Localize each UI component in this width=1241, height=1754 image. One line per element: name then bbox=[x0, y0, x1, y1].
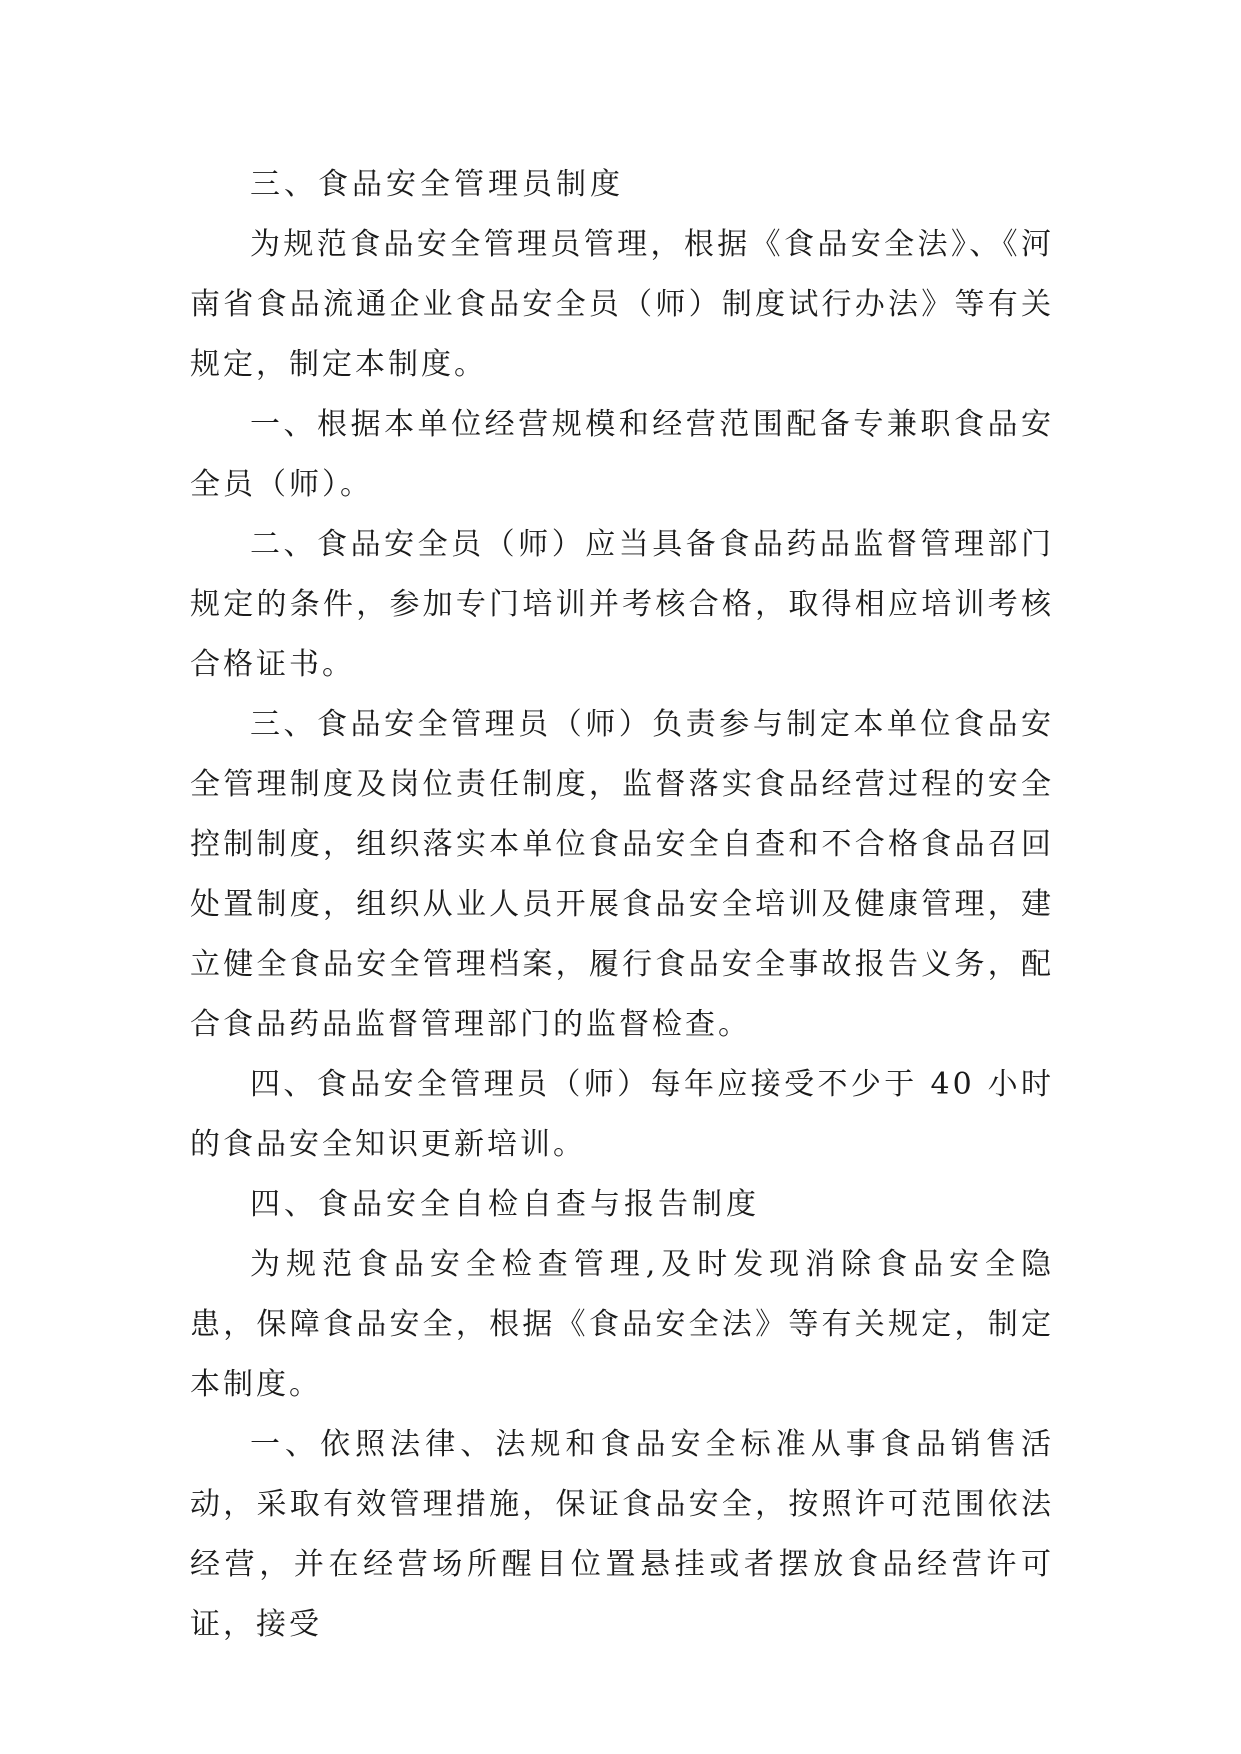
paragraph-item-4: 四、食品安全管理员（师）每年应接受不少于 40 小时的食品安全知识更新培训。 bbox=[190, 1067, 1054, 1162]
section-heading-3: 三、食品安全管理员制度 bbox=[250, 167, 624, 202]
paragraph-intro-4: 为规范食品安全检查管理,及时发现消除食品安全隐患，保障食品安全，根据《食品安全法》等有关规定，制定本制度。 bbox=[190, 1247, 1054, 1402]
document-page bbox=[190, 155, 1054, 1655]
paragraph-item-2: 二、食品安全员（师）应当具备食品药品监督管理部门规定的条件，参加专门培训并考核合格，取得相应培训考核合格证书。 bbox=[190, 527, 1054, 682]
paragraph-intro-3: 为规范食品安全管理员管理，根据《食品安全法》、《河南省食品流通企业食品安全员（师）制度试行办法》等有关规定，制定本制度。 bbox=[190, 227, 1054, 382]
section-heading-4: 四、食品安全自检自查与报告制度 bbox=[250, 1187, 760, 1222]
paragraph-item-1: 一、根据本单位经营规模和经营范围配备专兼职食品安全员（师）。 bbox=[190, 407, 1054, 502]
paragraph-item-4-1: 一、依照法律、法规和食品安全标准从事食品销售活动，采取有效管理措施，保证食品安全，按照许可范围依法经营，并在经营场所醒目位置悬挂或者摆放食品经营许可证，接受 bbox=[190, 1427, 1054, 1642]
paragraph-item-3: 三、食品安全管理员（师）负责参与制定本单位食品安全管理制度及岗位责任制度，监督落实食品经营过程的安全控制制度，组织落实本单位食品安全自查和不合格食品召回处置制度，组织从业人员开展食品安全培训及健康管理，建立健全食品安全管理档案，履行食品安全事故报告义务，配合食品药品监督管理部门的监督检查。 bbox=[190, 707, 1054, 1042]
